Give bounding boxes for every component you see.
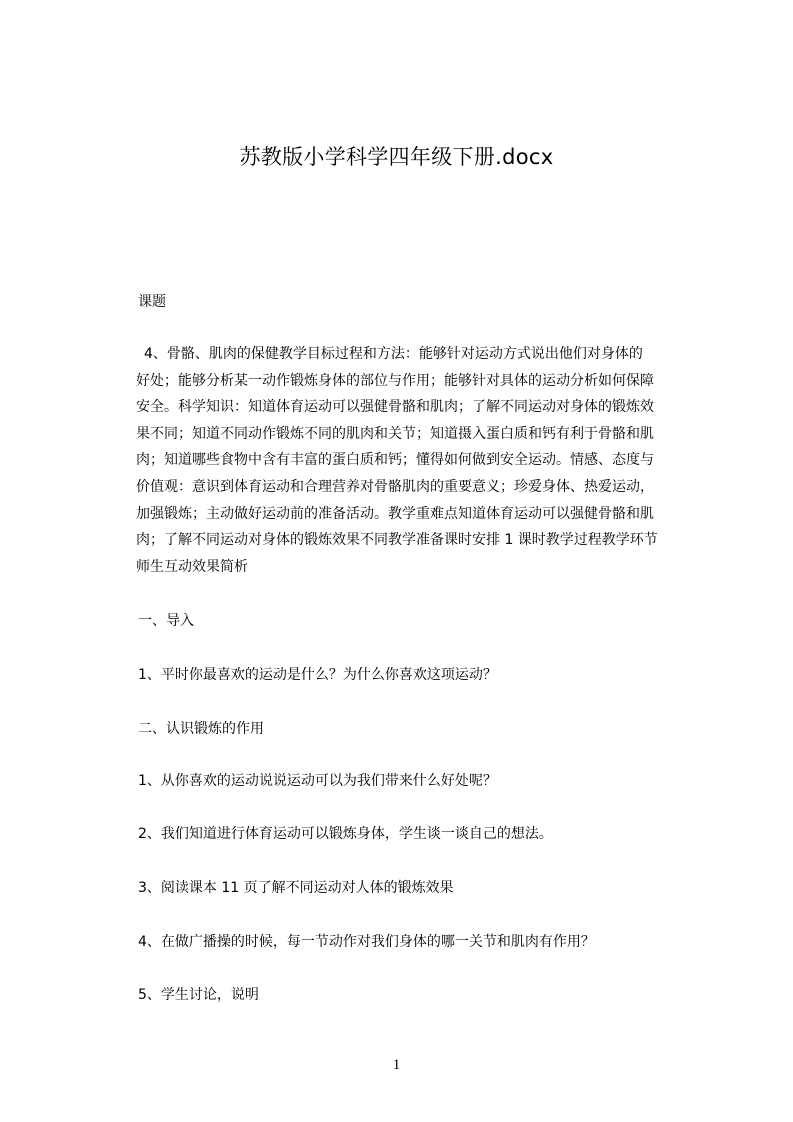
topic-label: 课题 xyxy=(138,294,166,310)
list-item: 2、我们知道进行体育运动可以锻炼身体，学生谈一谈自己的想法。 xyxy=(138,826,553,842)
body-line: 师生互动效果简析 xyxy=(136,558,248,575)
body-line: 加强锻炼；主动做好运动前的准备活动。教学重难点知道体育运动可以强健骨骼和肌 xyxy=(136,505,654,522)
body-line: 4、骨骼、肌肉的保健教学目标过程和方法：能够针对运动方式说出他们对身体的 xyxy=(144,346,643,362)
body-line: 果不同；知道不同动作锻炼不同的肌肉和关节；知道摄入蛋白质和钙有利于骨骼和肌 xyxy=(136,425,654,442)
document-title: 苏教版小学科学四年级下册.docx xyxy=(239,145,554,169)
list-item: 1、平时你最喜欢的运动是什么？为什么你喜欢这项运动？ xyxy=(138,667,497,683)
body-line: 安全。科学知识：知道体育运动可以强健骨骼和肌肉；了解不同运动对身体的锻炼效 xyxy=(136,399,654,416)
page-number: 1 xyxy=(392,1057,401,1073)
list-item: 3、阅读课本 11 页了解不同运动对人体的锻炼效果 xyxy=(138,880,454,896)
list-item: 1、从你喜欢的运动说说运动可以为我们带来什么好处呢？ xyxy=(138,773,497,789)
body-line: 价值观：意识到体育运动和合理营养对骨骼肌肉的重要意义；珍爱身体、热爱运动， xyxy=(136,478,654,495)
section-heading-intro: 一、导入 xyxy=(138,613,194,629)
list-item: 4、在做广播操的时候，每一节动作对我们身体的哪一关节和肌肉有作用？ xyxy=(138,934,595,950)
list-item: 5、学生讨论，说明 xyxy=(138,987,259,1003)
body-line: 肉；知道哪些食物中含有丰富的蛋白质和钙；懂得如何做到安全运动。情感、态度与 xyxy=(136,452,654,469)
body-paragraph xyxy=(136,341,708,580)
body-line: 肉；了解不同运动对身体的锻炼效果不同教学准备课时安排 1 课时教学过程教学环节 xyxy=(136,532,658,549)
section-heading-exercise: 二、认识锻炼的作用 xyxy=(138,721,264,737)
body-line: 好处；能够分析某一动作锻炼身体的部位与作用；能够针对具体的运动分析如何保障 xyxy=(136,372,654,389)
